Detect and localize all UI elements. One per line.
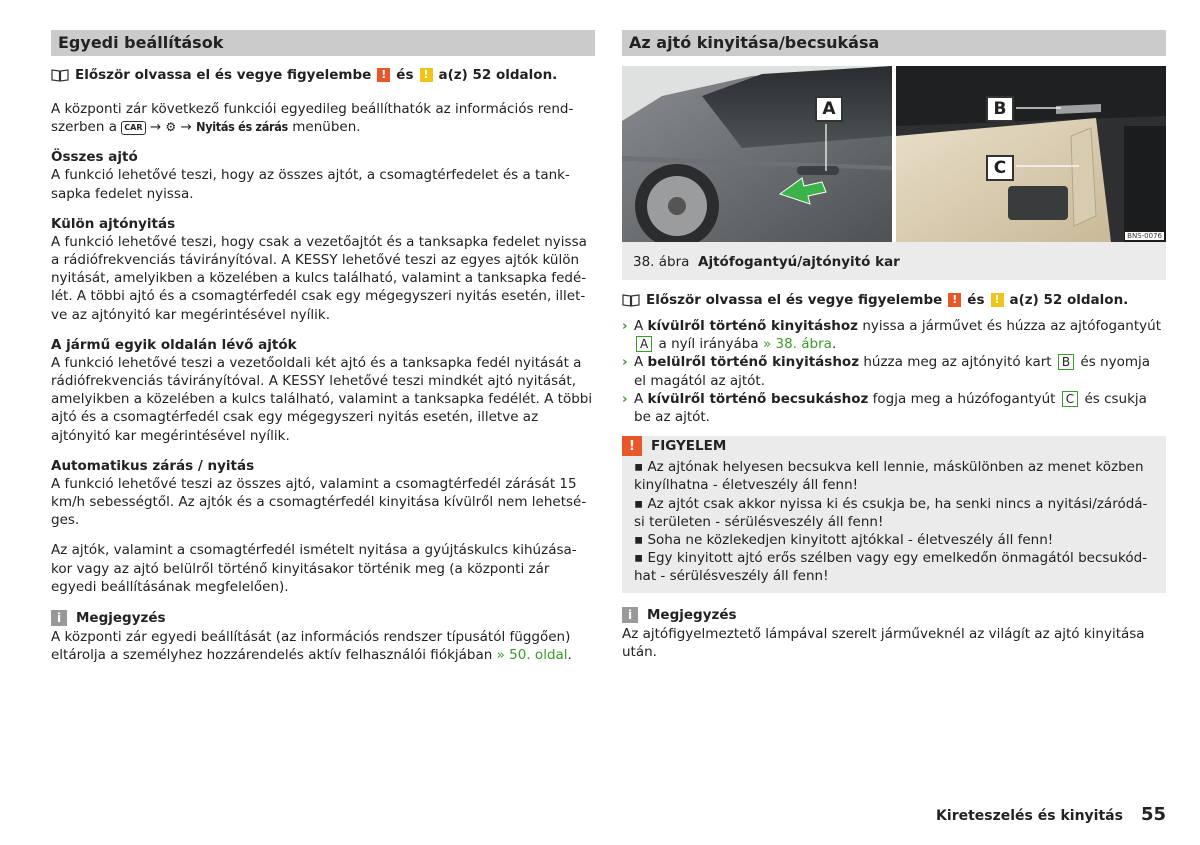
subheading: Automatikus zárás / nyitás <box>51 457 255 474</box>
car-key-icon: CAR <box>121 121 145 135</box>
note-title: Megjegyzés <box>647 606 737 623</box>
figure-label-c: C <box>986 155 1014 181</box>
caution-icon: ! <box>420 68 433 82</box>
warning-title: FIGYELEM <box>651 438 727 455</box>
warning-item: ▪ Soha ne közlekedjen kinyitott ajtókkal - életveszély áll fenn! <box>634 532 1054 549</box>
read-first-line <box>51 66 595 84</box>
chevron-right-icon: › <box>622 390 628 407</box>
figure-label-b: B <box>986 96 1014 122</box>
bold-text: kívülről történő kinyitáshoz <box>647 318 859 334</box>
read-first-and: és <box>396 67 414 83</box>
section-auto-lock <box>51 457 595 530</box>
caution-icon: ! <box>991 293 1004 307</box>
warning-heading <box>622 436 1166 456</box>
section-header-custom-settings: Egyedi beállítások <box>51 30 595 56</box>
info-icon: i <box>622 607 638 623</box>
section-text: A funkció lehetővé teszi, hogy csak a vezetőajtót és a tanksapka fedelet nyissa a rádiófrekvenciás távirányítóval. A KESSY lehetővé teszi az egyes ajtók külön nyitását, amelyikben a közelében a kulcs található, valamint a tanksapka fedé-lét. A többi ajtó és a csomagtérfedél csak egy mégegyszeri nyitás esetén, illet-ve az ajtónyitó kar megérintésével nyílik. <box>51 233 587 323</box>
list-item <box>622 390 1166 426</box>
warning-item: ▪ Az ajtót csak akkor nyissa ki és csukja be, ha senki nincs a nyitási/záródá-si területen - sérülésveszély áll fenn! <box>634 495 1148 530</box>
intro-text: A központi zár következő funkciói egyedileg beállíthatók az információs rend-szerben a <box>51 101 574 136</box>
caption-number: 38. ábra <box>633 254 690 270</box>
note-heading <box>51 610 595 626</box>
page-link[interactable]: » 50. oldal <box>496 647 568 664</box>
warning-item: ▪ Egy kinyitott ajtó erős szélben vagy egy emelkedőn önmagától becsukód-hat - sérülésveszély áll fenn! <box>634 550 1148 585</box>
caption-title: Ajtófogantyú/ajtónyitó kar <box>698 254 900 270</box>
exclamation-icon: ! <box>948 293 961 307</box>
gear-icon: ⚙ <box>165 120 177 135</box>
intro-text-end: menüben. <box>292 119 361 136</box>
book-icon <box>51 69 69 82</box>
reopen-paragraph: Az ajtók, valamint a csomagtérfedél ismételt nyitása a gyújtáskulcs kihúzása-kor vagy az ajtó belülről történő kinyitásakor történik meg (a központi zár egyedi beállításának megfelelően). <box>51 542 577 595</box>
figure-label-a: A <box>815 96 843 122</box>
period: . <box>831 336 837 353</box>
warning-box <box>622 436 1166 592</box>
figure-caption <box>622 242 1166 280</box>
note-body: A központi zár egyedi beállítását (az információs rendszer típusától függően) eltárolja a személyhez hozzárendelés aktív felhasználói fiókjában <box>51 629 571 664</box>
figure-images <box>622 66 1166 242</box>
subheading: Külön ajtónyitás <box>51 215 176 232</box>
intro-paragraph <box>51 100 595 136</box>
exclamation-icon: ! <box>622 436 642 456</box>
read-first-line <box>622 291 1166 309</box>
arrow: → <box>149 119 162 136</box>
section-separate-door <box>51 215 595 324</box>
right-column <box>622 30 1166 661</box>
list-item <box>622 317 1166 353</box>
section-text: A funkció lehetővé teszi az összes ajtó, valamint a csomagtérfedél zárását 15 km/h sebességtől. Az ajtók és a csomagtérfedél kinyitása kívülről nem lehetsé-ges. <box>51 475 587 529</box>
read-first-text: Először olvassa el és vegye figyelembe <box>75 67 372 83</box>
key-b: B <box>1058 354 1074 370</box>
chevron-right-icon: › <box>622 318 628 334</box>
subheading: A jármű egyik oldalán lévő ajtók <box>51 336 297 353</box>
section-text: A funkció lehetővé teszi a vezetőoldali két ajtó és a tanksapka fedél nyitását a rádiófrekvenciás távirányítóval. A KESSY lehetővé teszi mindkét ajtó nyitását, amelyikben a közelében a kulcs található, valamint a tanksapka fedélét. A többi ajtó és a csomagtérfedél csak egy mégegyszeri nyitás esetén, illetve az ajtónyitó kar megérintésével nyílik. <box>51 354 593 444</box>
text: a nyíl irányába <box>658 336 759 353</box>
note-heading <box>622 607 1166 623</box>
arrow: → <box>180 119 192 136</box>
text: A <box>634 318 644 334</box>
figure-link[interactable]: » 38. ábra <box>762 336 832 353</box>
text: és nyomja el magától az ajtót. <box>634 354 1151 389</box>
instruction-list <box>622 317 1166 426</box>
text: húzza meg az ajtónyitó kart <box>863 354 1052 371</box>
figure-38 <box>622 66 1166 280</box>
section-text: A funkció lehetővé teszi, hogy az összes ajtót, a csomagtérfedelet és a tank-sapka fedelet nyissa. <box>51 167 570 202</box>
text: és csukja be az ajtót. <box>634 390 1147 426</box>
door-interior-image <box>896 66 1166 242</box>
section-header-door-open-close: Az ajtó kinyitása/becsukása <box>622 30 1166 56</box>
bold-text: kívülről történő becsukáshoz <box>647 390 869 407</box>
section-one-side-doors <box>51 336 595 445</box>
info-icon: i <box>51 610 67 626</box>
bold-text: belülről történő kinyitáshoz <box>647 354 860 371</box>
figure-code: BNS-0076 <box>1127 232 1162 240</box>
list-item-text <box>634 317 1166 353</box>
note-text <box>51 628 595 664</box>
key-a: A <box>636 336 652 352</box>
read-first-page-ref: a(z) 52 oldalon. <box>1009 292 1129 308</box>
text: nyissa a járművet és húzza az ajtófogantyút <box>862 318 1161 334</box>
list-item-text <box>634 353 1166 389</box>
book-icon <box>622 294 640 307</box>
list-item <box>622 353 1166 389</box>
chapter-title: Kireteszelés és kinyitás <box>936 808 1123 824</box>
menu-path: Nyitás és zárás <box>196 119 288 135</box>
car-exterior-image <box>622 66 892 242</box>
read-first-text: Először olvassa el és vegye figyelembe <box>646 292 943 308</box>
read-first-page-ref: a(z) 52 oldalon. <box>438 67 558 83</box>
exclamation-icon: ! <box>377 68 390 82</box>
note-title: Megjegyzés <box>76 610 166 627</box>
list-item-text <box>634 390 1166 426</box>
note-text: Az ajtófigyelmeztető lámpával szerelt járműveknél az világít az ajtó kinyitása után. <box>622 625 1145 660</box>
period: . <box>567 647 572 664</box>
read-first-and: és <box>967 292 985 308</box>
key-c: C <box>1062 391 1078 407</box>
page-number: 55 <box>1140 804 1166 825</box>
page-footer <box>936 804 1166 825</box>
text: fogja meg a húzófogantyút <box>872 390 1056 407</box>
section-all-doors <box>51 148 595 202</box>
chevron-right-icon: › <box>622 354 628 371</box>
warning-item: ▪ Az ajtónak helyesen becsukva kell lennie, máskülönben az menet közben kinyílhatna - életveszély áll fenn! <box>634 459 1144 494</box>
subheading: Összes ajtó <box>51 149 138 166</box>
left-column <box>51 30 595 664</box>
text: A <box>634 354 644 371</box>
text: A <box>634 390 644 407</box>
